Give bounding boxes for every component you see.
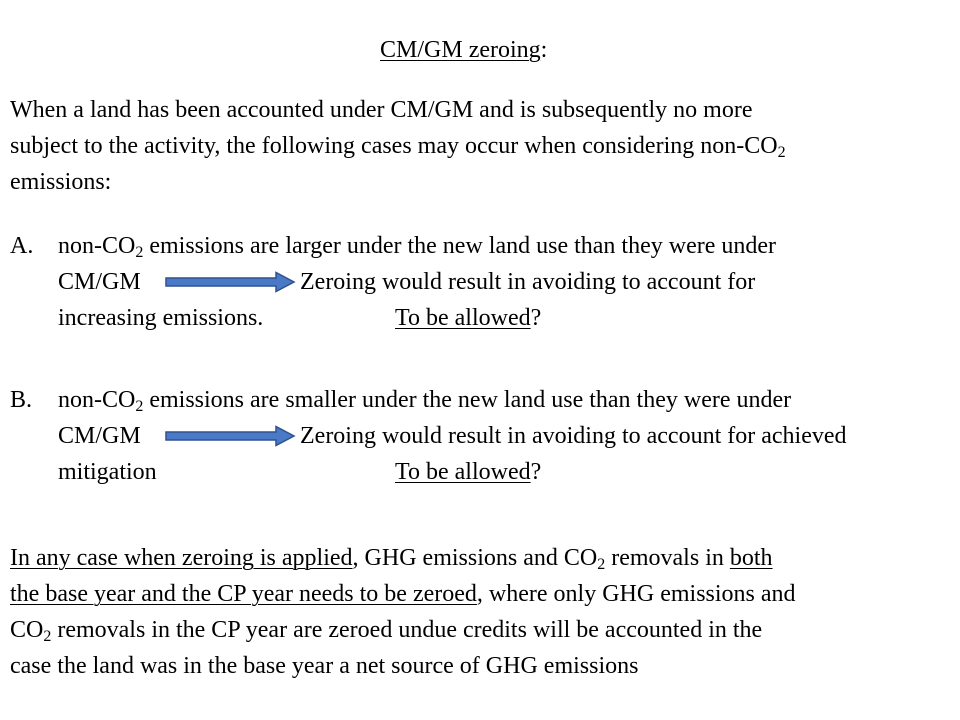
conclusion-line-1 [10,540,773,576]
page-title-colon: : [540,37,548,63]
case-b-arrow-shape [166,427,294,446]
intro-line-2-subscript: 2 [777,144,786,161]
case-a-arrow-icon [164,271,296,293]
case-b-subscript: 2 [135,398,144,415]
conclusion-line-3-subscript: 2 [43,628,52,645]
conclusion-emphasis-2: both [729,545,773,571]
case-b-line-1-start: non-CO [58,387,136,413]
page-title-text: CM/GM zeroing [380,37,541,63]
conclusion-line-4: case the land was in the base year a net source of GHG emissions [10,653,639,679]
case-b-arrow-icon [164,425,296,447]
case-a-line-2-left: CM/GM [58,269,141,295]
conclusion-line-1-subscript: 2 [597,556,606,573]
case-b-line-1 [58,382,791,418]
case-a-arrow-shape [166,273,294,292]
case-b-question-mark: ? [530,459,542,485]
intro-line-2 [10,128,786,164]
case-a-allowed [395,300,541,336]
intro-line-1: When a land has been accounted under CM/GM and is subsequently no more [10,97,753,123]
conclusion-line-3-text-a: CO [10,617,44,643]
case-b-line-1-end: emissions are smaller under the new land use than they were under [143,387,792,413]
case-a-allowed-text: To be allowed [395,305,531,331]
case-a-line-3-left: increasing emissions. [58,305,264,331]
conclusion-line-2 [10,576,796,612]
conclusion-emphasis-3: the base year and the CP year needs to be zeroed [10,581,477,607]
case-a-line-1-end: emissions are larger under the new land use than they were under [143,233,777,259]
case-b-line-2-left: CM/GM [58,423,141,449]
case-b-allowed-text: To be allowed [395,459,531,485]
case-b-line-3-left: mitigation [58,459,157,485]
case-a-subscript: 2 [135,244,144,261]
conclusion-line-1-text-b: removals in [605,545,730,571]
intro-line-2-text: subject to the activity, the following cases may occur when considering non-CO [10,133,778,159]
conclusion-line-3 [10,612,762,648]
case-b-line-2-right: Zeroing would result in avoiding to account for achieved [300,423,847,449]
intro-line-3: emissions: [10,169,112,195]
conclusion-line-2-text: , where only GHG emissions and [476,581,796,607]
page-title [380,32,547,68]
conclusion-emphasis-1: In any case when zeroing is applied [10,545,353,571]
case-b-allowed [395,454,541,490]
case-a-question-mark: ? [530,305,542,331]
case-a-marker: A. [10,233,34,259]
case-b-marker: B. [10,387,33,413]
case-a-line-2-right: Zeroing would result in avoiding to account for [300,269,756,295]
case-a-line-1 [58,228,776,264]
conclusion-line-3-text-b: removals in the CP year are zeroed undue credits will be accounted in the [51,617,763,643]
conclusion-line-1-text-a: , GHG emissions and CO [352,545,598,571]
case-a-line-1-start: non-CO [58,233,136,259]
